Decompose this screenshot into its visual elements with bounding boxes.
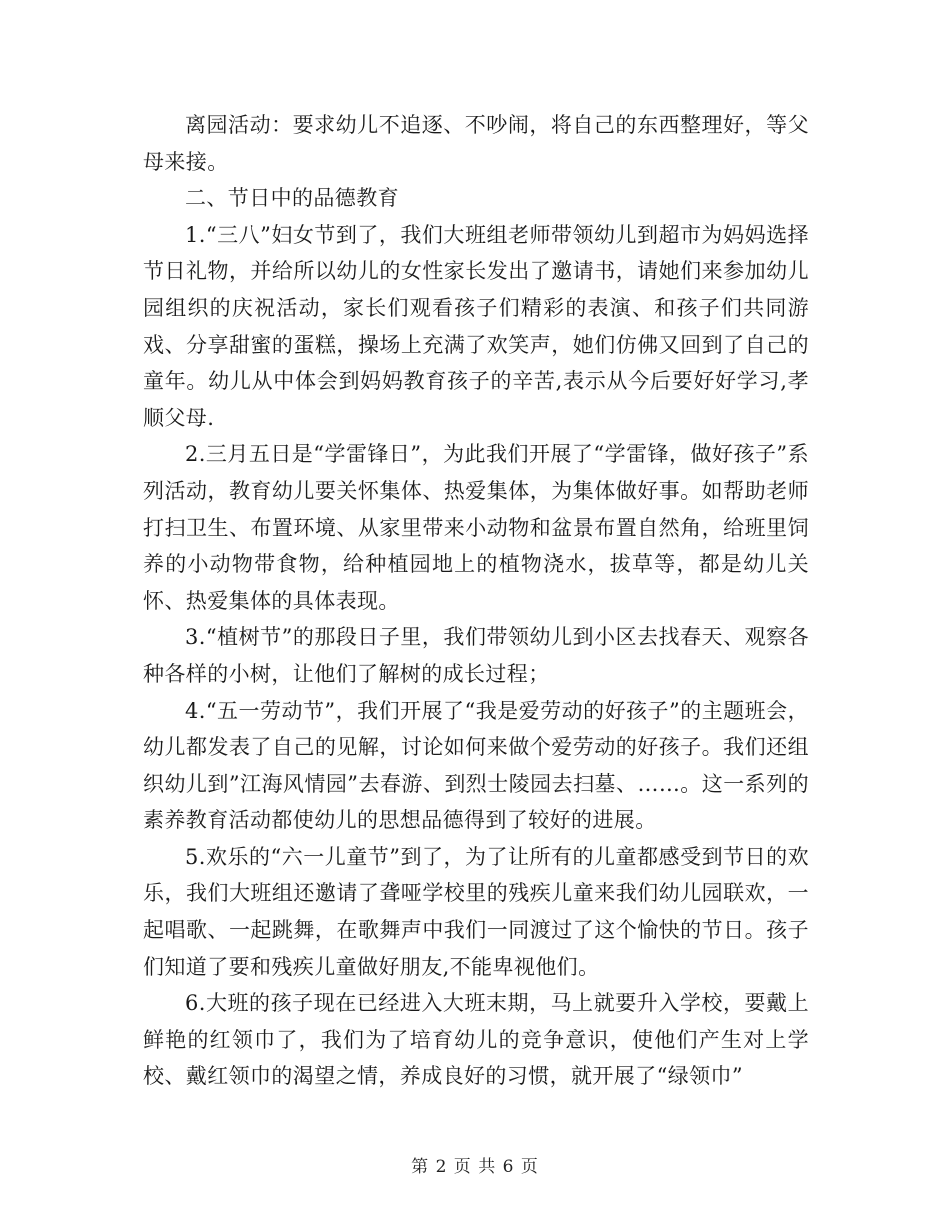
page-number-footer: 第 2 页 共 6 页: [411, 1157, 539, 1177]
document-body: [143, 107, 809, 1095]
paragraph-senior-class: 6.大班的孩子现在已经进入大班末期，马上就要升入学校，要戴上鲜艳的红领巾了，我们为了培育幼儿的竞争意识，使他们产生对上学校、戴红领巾的渴望之情，养成良好的习惯，就开展了“绿领巾”: [143, 991, 809, 1089]
paragraph-childrens-day: 5.欢乐的“六一儿童节”到了，为了让所有的儿童都感受到节日的欢乐，我们大班组还邀请了聋哑学校里的残疾儿童来我们幼儿园联欢，一起唱歌、一起跳舞，在歌舞声中我们一同渡过了这个愉快的节日。孩子们知道了要和残疾儿童做好朋友,不能卑视他们。: [143, 844, 809, 979]
paragraph-departure-activity: 离园活动：要求幼儿不追逐、不吵闹，将自己的东西整理好，等父母来接。: [143, 113, 809, 174]
paragraph-arbor-day: 3.“植树节”的那段日子里，我们带领幼儿到小区去找春天、观察各种各样的小树，让他们了解树的成长过程；: [143, 625, 809, 686]
paragraph-womens-day: 1.“三八”妇女节到了，我们大班组老师带领幼儿到超市为妈妈选择节日礼物，并给所以幼儿的女性家长发出了邀请书，请她们来参加幼儿园组织的庆祝活动，家长们观看孩子们精彩的表演、和孩子们共同游戏、分享甜蜜的蛋糕，操场上充满了欢笑声，她们仿佛又回到了自己的童年。幼儿从中体会到妈妈教育孩子的辛苦,表示从今后要好好学习,孝顺父母.: [143, 222, 809, 430]
paragraph-lei-feng-day: 2.三月五日是“学雷锋日”，为此我们开展了“学雷锋，做好孩子”系列活动，教育幼儿要关怀集体、热爱集体，为集体做好事。如帮助老师打扫卫生、布置环境、从家里带来小动物和盆景布置自然角，给班里饲养的小动物带食物，给种植园地上的植物浇水，拔草等，都是幼儿关怀、热爱集体的具体表现。: [143, 442, 809, 613]
section-heading-festival-moral-education: 二、节日中的品德教育: [185, 186, 399, 211]
paragraph-labor-day: 4.“五一劳动节”，我们开展了“我是爱劳动的好孩子”的主题班会，幼儿都发表了自己的见解，讨论如何来做个爱劳动的好孩子。我们还组织幼儿到”江海风情园”去春游、到烈士陵园去扫墓、……。这一系列的素养教育活动都使幼儿的思想品德得到了较好的进展。: [143, 698, 809, 833]
